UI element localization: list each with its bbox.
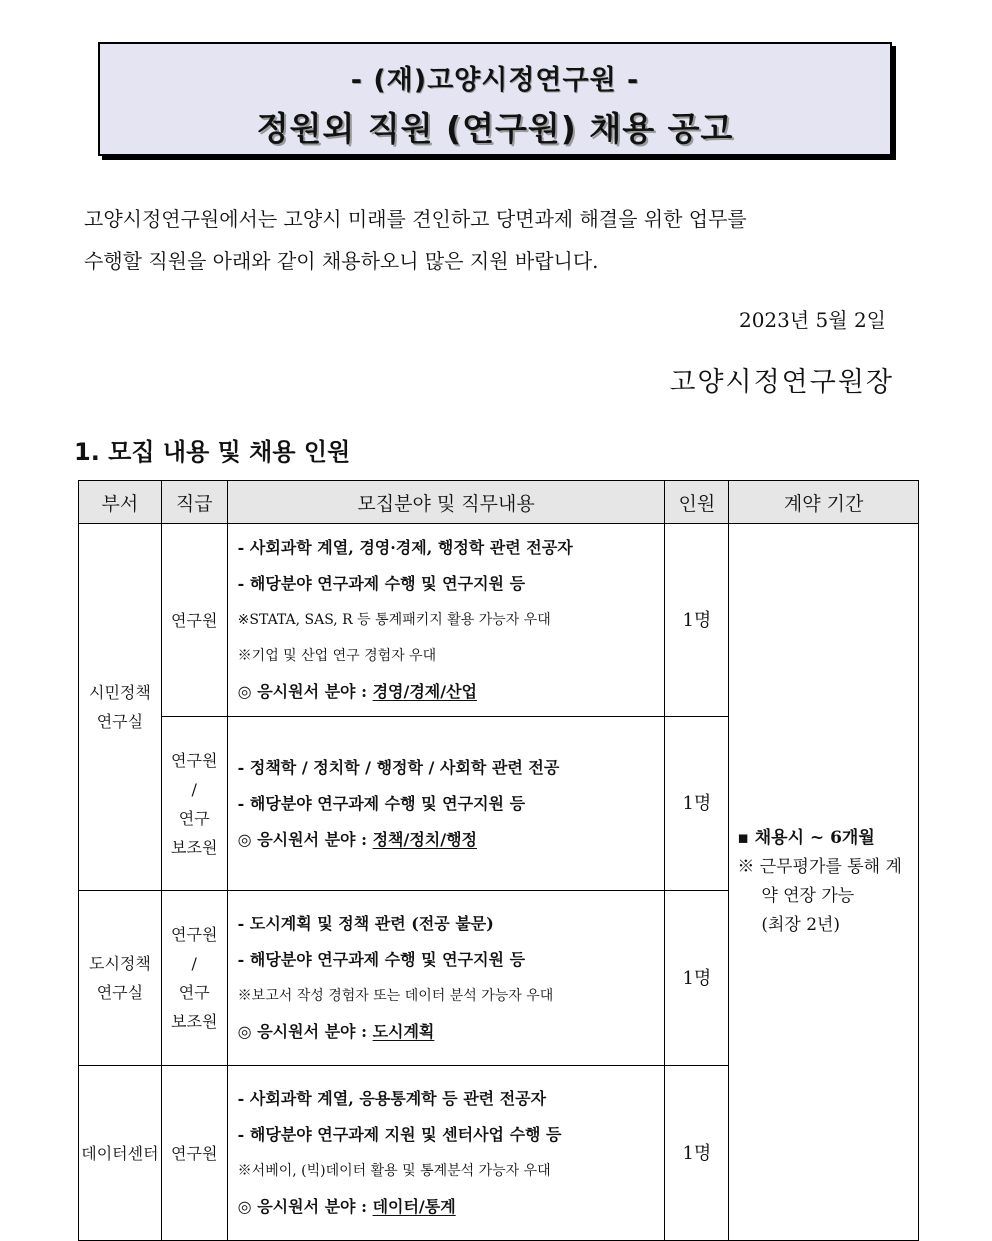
application-field	[238, 822, 657, 858]
rank-cell	[161, 524, 227, 717]
duties-cell	[227, 891, 665, 1066]
rank-cell	[161, 891, 227, 1066]
application-field	[238, 674, 657, 710]
table-header-row	[79, 481, 919, 524]
duty-item: - 해당분야 연구과제 수행 및 연구지원 등	[237, 793, 526, 813]
duty-item: - 도시계획 및 정책 관련 (전공 불문)	[237, 914, 494, 933]
rank-label: 연구원	[171, 610, 218, 630]
application-field	[238, 1014, 657, 1050]
duty-item: - 사회과학 계열, 경영·경제, 행정학 관련 전공자	[237, 538, 573, 557]
header-field: 모집분야 및 직무내용	[227, 481, 665, 524]
rank-label: 보조원	[171, 1012, 218, 1031]
rank-label: /	[191, 779, 197, 799]
application-field	[238, 1189, 657, 1225]
duty-item: - 정책학 / 정치학 / 행정학 / 사회학 관련 전공	[237, 757, 560, 777]
rank-label: 연구원	[171, 1143, 218, 1163]
recruitment-table	[78, 480, 919, 1241]
duty-item: - 사회과학 계열, 응용통계학 등 관련 전공자	[237, 1089, 547, 1108]
field-value: 정책/정치/행정	[372, 829, 477, 849]
dept-label: 시민정책	[88, 683, 151, 702]
duties-cell	[227, 524, 665, 717]
field-value: 도시계획	[372, 1022, 435, 1041]
duty-item: - 해당분야 연구과제 지원 및 센터사업 수행 등	[237, 1125, 562, 1144]
rank-label: 연구원	[171, 750, 218, 770]
duties-cell	[227, 717, 665, 891]
field-value: 경영/경제/산업	[372, 682, 477, 701]
preference-note: ※기업 및 산업 연구 경험자 우대	[237, 648, 437, 664]
duty-item: - 해당분야 연구과제 수행 및 연구지원 등	[237, 574, 526, 593]
intro-paragraph	[84, 198, 922, 282]
header-count: 인원	[665, 481, 729, 524]
intro-line: 수행할 직원을 아래와 같이 채용하오니 많은 지원 바랍니다.	[84, 249, 599, 273]
org-name: - (재)고양시정연구원 -	[350, 65, 640, 96]
contract-period: ▪ 채용시 ~ 6개월	[737, 828, 875, 848]
rank-cell	[161, 717, 227, 891]
field-prefix: ◎ 응시원서 분야 :	[237, 682, 373, 701]
rank-label: 연구	[178, 808, 210, 828]
duty-item: - 해당분야 연구과제 수행 및 연구지원 등	[237, 950, 526, 969]
count-cell: 1명	[665, 524, 729, 717]
header-rank: 직급	[161, 481, 227, 524]
title-box	[98, 42, 892, 156]
preference-note: ※보고서 작성 경험자 또는 데이터 분석 가능자 우대	[237, 988, 554, 1004]
preference-note: ※STATA, SAS, R 등 통계패키지 활용 가능자 우대	[237, 612, 551, 628]
count-cell: 1명	[665, 891, 729, 1066]
dept-label: 연구실	[96, 712, 144, 731]
signer: 고양시정연구원장	[669, 367, 894, 398]
contract-cell	[729, 524, 919, 1241]
rank-label: 연구원	[171, 925, 218, 944]
count-cell: 1명	[665, 717, 729, 891]
preference-note: ※서베이, (빅)데이터 활용 및 통계분석 가능자 우대	[237, 1163, 551, 1179]
duties-cell	[227, 1066, 665, 1241]
field-value: 데이터/통계	[372, 1197, 456, 1216]
dept-cell	[79, 891, 162, 1066]
contract-note: ※ 근무평가를 통해 계약 연장 가능	[737, 857, 902, 906]
announcement-date: 2023년 5월 2일	[738, 308, 886, 332]
dept-cell	[79, 1066, 162, 1241]
dept-cell	[79, 524, 162, 891]
dept-label: 연구실	[96, 983, 144, 1002]
dept-label: 도시정책	[88, 954, 151, 973]
page-title: 정원외 직원 (연구원) 채용 공고	[256, 109, 734, 148]
rank-label: /	[191, 954, 197, 973]
dept-label: 데이터센터	[81, 1143, 159, 1163]
header-dept: 부서	[79, 481, 162, 524]
contract-max: (최장 2년)	[761, 915, 841, 935]
field-prefix: ◎ 응시원서 분야 :	[237, 1022, 373, 1041]
rank-label: 보조원	[171, 837, 218, 857]
field-prefix: ◎ 응시원서 분야 :	[237, 1197, 373, 1216]
section-title: 1. 모집 내용 및 채용 인원	[74, 438, 351, 466]
count-cell: 1명	[665, 1066, 729, 1241]
table-row	[79, 524, 919, 717]
rank-cell	[161, 1066, 227, 1241]
header-contract: 계약 기간	[729, 481, 919, 524]
intro-line: 고양시정연구원에서는 고양시 미래를 견인하고 당면과제 해결을 위한 업무를	[84, 207, 747, 231]
rank-label: 연구	[178, 983, 210, 1002]
field-prefix: ◎ 응시원서 분야 :	[237, 829, 373, 849]
